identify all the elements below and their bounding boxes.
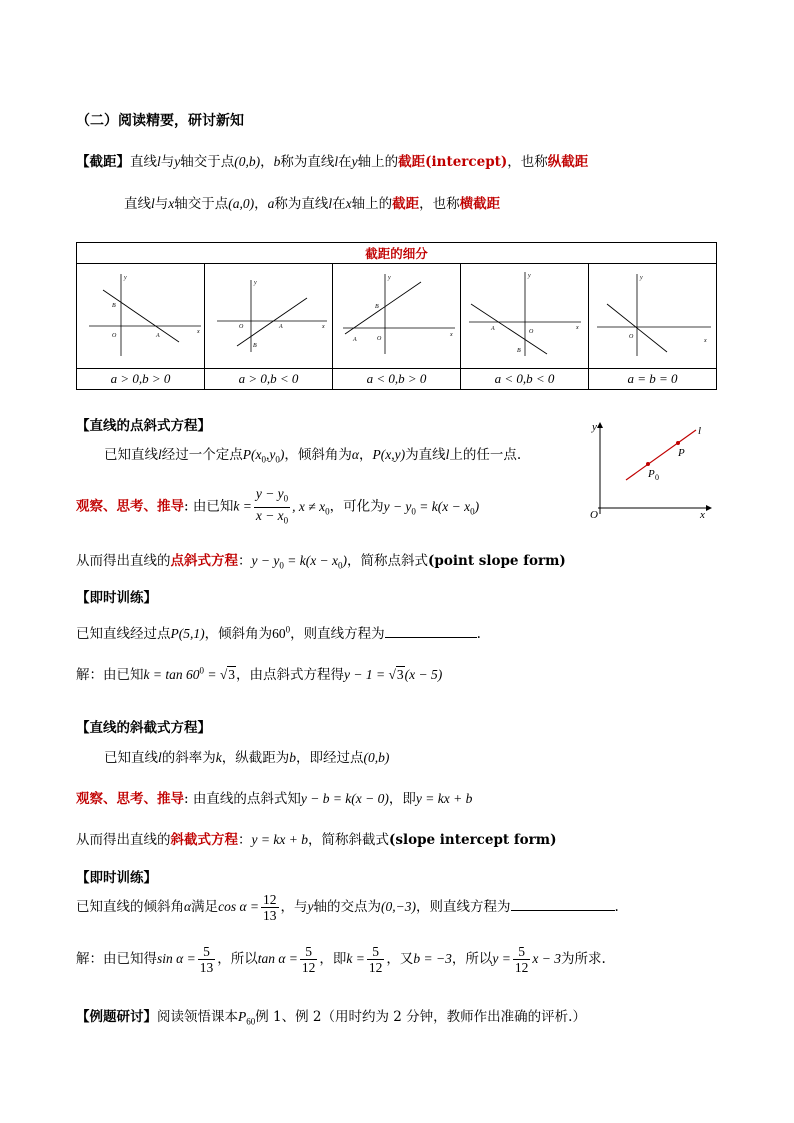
point: (a,0) bbox=[228, 196, 255, 211]
slope-intercept-derivation bbox=[76, 787, 472, 807]
var-l: l bbox=[157, 154, 161, 169]
text: ，则直线方程为 bbox=[416, 899, 511, 915]
point: (0,−3) bbox=[381, 899, 417, 914]
condition-1: a > 0,b > 0 bbox=[77, 369, 205, 390]
practice-2-question bbox=[76, 892, 619, 923]
text: ，又 bbox=[386, 951, 414, 967]
var-b: b = −3 bbox=[413, 951, 452, 966]
any-point: P(x,y) bbox=[372, 447, 406, 462]
var-l: l bbox=[158, 447, 162, 462]
graph-cell-2 bbox=[205, 264, 333, 369]
text: 的斜率为 bbox=[161, 750, 216, 766]
text: 解：由已知得 bbox=[76, 951, 157, 967]
text: 为直线 bbox=[405, 447, 446, 463]
svg-text:y: y bbox=[387, 275, 391, 281]
var-x: x bbox=[168, 196, 175, 211]
text: ，简称斜截式 bbox=[307, 832, 389, 848]
text: 轴交于点 bbox=[180, 154, 235, 170]
svg-text:B: B bbox=[111, 303, 116, 309]
page-ref: $P_{60}$ bbox=[238, 1009, 256, 1027]
condition-2: a > 0,b < 0 bbox=[205, 369, 333, 390]
text: ： bbox=[238, 553, 252, 569]
practice-2-tag: 【即时训练】 bbox=[76, 870, 157, 886]
observe-label: 观察、思考、推导 bbox=[76, 498, 184, 515]
var-l: l bbox=[158, 750, 162, 765]
equation: y − 1 = √3(x − 5) bbox=[344, 667, 443, 682]
text: ， bbox=[254, 196, 268, 212]
slope-fraction: $\frac{y - y_0}{x - x_0}$ bbox=[255, 486, 289, 526]
svg-text:x: x bbox=[196, 329, 200, 335]
svg-text:x: x bbox=[449, 332, 453, 338]
svg-text:A: A bbox=[490, 326, 495, 332]
graph-cell-5 bbox=[589, 264, 717, 369]
svg-text:x: x bbox=[575, 325, 579, 331]
intercept-table bbox=[76, 242, 717, 390]
equation: $y - y_0 = k(x - x_0)$ bbox=[251, 553, 348, 571]
text: ，与 bbox=[280, 899, 308, 915]
fixed-point: $P(x_0,y_0)$ bbox=[242, 447, 285, 465]
text: 已知直线 bbox=[104, 750, 158, 766]
answer-blank[interactable] bbox=[385, 636, 477, 638]
practice-1-answer bbox=[76, 663, 442, 683]
text: 为所求. bbox=[560, 951, 606, 967]
intercept-term: 截距(intercept) bbox=[398, 154, 508, 170]
svg-text:O: O bbox=[111, 333, 116, 339]
var-l: l bbox=[334, 154, 339, 169]
formula: $k = \tan 60^0 = √3$ bbox=[143, 665, 236, 682]
text: ，所以 bbox=[217, 951, 258, 967]
text: 轴上的 bbox=[351, 196, 393, 212]
svg-text:B: B bbox=[516, 348, 521, 354]
text: ，纵截距为 bbox=[221, 750, 290, 766]
text: 已知直线的倾斜角 bbox=[76, 899, 184, 915]
text: 与 bbox=[160, 154, 175, 170]
fraction: $\frac{5}{12}$ bbox=[368, 944, 383, 975]
graph-1 bbox=[79, 264, 203, 364]
text: : 由直线的点斜式知 bbox=[184, 791, 301, 807]
text: 称为直线 bbox=[274, 196, 329, 212]
var-k: k bbox=[215, 750, 222, 765]
text: ，倾斜角为 bbox=[204, 626, 273, 642]
intercept-tag: 【截距】 bbox=[76, 154, 130, 170]
point-slope-tag: 【直线的点斜式方程】 bbox=[76, 418, 211, 434]
text: 解：由已知 bbox=[76, 667, 144, 683]
practice-1-tag: 【即时训练】 bbox=[76, 590, 157, 606]
graph-cell-3 bbox=[333, 264, 461, 369]
var-l: l bbox=[328, 196, 333, 211]
var-alpha: α bbox=[184, 899, 192, 914]
svg-text:A: A bbox=[352, 337, 357, 343]
text: ， bbox=[358, 447, 373, 463]
svg-text:x: x bbox=[321, 324, 325, 330]
text: 从而得出直线的 bbox=[76, 832, 171, 848]
condition-4: a < 0,b < 0 bbox=[461, 369, 589, 390]
point-slope-conclusion bbox=[76, 549, 566, 571]
text: ，即经过点 bbox=[296, 750, 364, 766]
section-title: （二）阅读精要，研讨新知 bbox=[76, 113, 244, 129]
svg-text:y: y bbox=[253, 280, 257, 286]
svg-text:A: A bbox=[278, 324, 283, 330]
text: 阅读领悟课本 bbox=[157, 1009, 238, 1025]
var-alpha: α bbox=[351, 447, 359, 462]
graph-cell-4 bbox=[461, 264, 589, 369]
fraction: $\frac{5}{13}$ bbox=[199, 944, 214, 975]
slope-intercept-tag: 【直线的斜截式方程】 bbox=[76, 720, 211, 736]
condition-5: a = b = 0 bbox=[589, 369, 717, 390]
var-y: y bbox=[307, 899, 314, 914]
slope-intercept-given bbox=[104, 746, 389, 766]
point-slope-figure bbox=[584, 418, 714, 520]
text: ，也称 bbox=[419, 196, 460, 212]
text: 轴上的 bbox=[357, 154, 399, 170]
equation-tail: x − 3 bbox=[532, 951, 561, 966]
text: ，所以 bbox=[451, 951, 493, 967]
example-line bbox=[76, 1005, 586, 1027]
observe-label: 观察、思考、推导 bbox=[76, 791, 184, 807]
tan-alpha: tan α = bbox=[257, 951, 298, 966]
intercept-line-1 bbox=[76, 150, 588, 170]
svg-text:x: x bbox=[700, 509, 705, 520]
condition-3: a < 0,b > 0 bbox=[333, 369, 461, 390]
var-a: a bbox=[267, 196, 275, 211]
svg-text:y: y bbox=[639, 275, 643, 281]
svg-text:x: x bbox=[703, 338, 707, 344]
text: : 由已知 bbox=[184, 498, 234, 515]
text: ，则直线方程为 bbox=[290, 626, 385, 642]
point-slope-derivation bbox=[76, 486, 479, 528]
text: ，倾斜角为 bbox=[284, 447, 352, 463]
svg-text:l: l bbox=[698, 425, 702, 437]
text: ，即 bbox=[388, 791, 416, 807]
var-l: l bbox=[151, 196, 155, 211]
slope-intercept-term: 斜截式方程 bbox=[170, 832, 238, 848]
svg-text:A: A bbox=[155, 333, 160, 339]
text: 直线 bbox=[124, 196, 151, 212]
text: 直线 bbox=[130, 154, 157, 170]
text: 轴交于点 bbox=[174, 196, 229, 212]
text: ，也称 bbox=[507, 154, 548, 170]
example-tag: 【例题研讨】 bbox=[76, 1009, 157, 1025]
var-l: l bbox=[445, 447, 450, 462]
text: 在 bbox=[332, 196, 346, 212]
answer-blank[interactable] bbox=[511, 909, 615, 911]
text: ，由点斜式方程得 bbox=[236, 667, 345, 683]
text: 例 1、例 2（用时约为 2 分钟，教师作出准确的评析.） bbox=[255, 1009, 586, 1025]
text: 称为直线 bbox=[280, 154, 335, 170]
svg-text:O: O bbox=[628, 334, 633, 340]
fraction: $\frac{5}{12}$ bbox=[514, 944, 529, 975]
slope-intercept-conclusion bbox=[76, 828, 556, 848]
svg-text:O: O bbox=[238, 324, 243, 330]
text: ，简称点斜式 bbox=[347, 553, 429, 569]
var-b: b bbox=[289, 750, 297, 765]
intercept-line-2 bbox=[124, 192, 500, 212]
practice-1-question bbox=[76, 622, 481, 642]
angle: $60^0$ bbox=[272, 624, 291, 641]
text: . bbox=[614, 899, 619, 915]
text: 从而得出直线的 bbox=[76, 553, 171, 569]
equation: y = kx + b bbox=[251, 832, 308, 847]
condition: , $x \ne x_0$ bbox=[292, 498, 330, 517]
fraction: $\frac{12}{13}$ bbox=[263, 892, 277, 923]
text: 经过一个定点 bbox=[161, 447, 243, 463]
var-y: y bbox=[174, 154, 181, 169]
var-b: b bbox=[273, 154, 281, 169]
text: ， bbox=[260, 154, 274, 170]
svg-text:B: B bbox=[374, 304, 379, 310]
text: 轴的交点为 bbox=[313, 899, 382, 915]
graph-5 bbox=[591, 264, 715, 364]
slope-k: k = bbox=[233, 498, 252, 514]
english-name: (slope intercept form) bbox=[388, 832, 557, 848]
fraction: $\frac{5}{12}$ bbox=[301, 944, 316, 975]
x-intercept-term: 横截距 bbox=[459, 196, 501, 212]
svg-text:y: y bbox=[592, 421, 597, 433]
graph-cell-1 bbox=[77, 264, 205, 369]
var-x: x bbox=[345, 196, 352, 211]
text: ，即 bbox=[319, 951, 347, 967]
var-y: y = bbox=[492, 951, 511, 966]
text: ，可化为 bbox=[329, 498, 384, 515]
svg-text:O: O bbox=[528, 329, 533, 335]
svg-text:y: y bbox=[123, 275, 127, 281]
svg-text:O: O bbox=[590, 509, 598, 520]
point-slope-given bbox=[104, 443, 521, 465]
svg-text:P: P bbox=[678, 447, 685, 459]
point: P(5,1) bbox=[170, 626, 205, 641]
table-title: 截距的细分 bbox=[77, 243, 717, 264]
sin-alpha: sin α = bbox=[157, 951, 196, 966]
text: 已知直线 bbox=[104, 447, 158, 463]
text: 已知直线经过点 bbox=[76, 626, 171, 642]
svg-text:B: B bbox=[252, 343, 257, 349]
svg-text:0: 0 bbox=[655, 473, 659, 482]
var-y: y bbox=[351, 154, 358, 169]
svg-text:y: y bbox=[527, 273, 531, 279]
text: . bbox=[476, 626, 481, 642]
equation: y − b = k(x − 0) bbox=[300, 791, 389, 806]
point: (0,b) bbox=[363, 750, 390, 765]
graph-3 bbox=[335, 264, 459, 364]
english-name: (point slope form) bbox=[428, 553, 566, 569]
text: 上的任一点. bbox=[449, 447, 522, 463]
y-intercept-term: 纵截距 bbox=[547, 154, 589, 170]
text: 满足 bbox=[191, 899, 219, 915]
equation: y = kx + b bbox=[415, 791, 473, 806]
point: (0,b) bbox=[234, 154, 261, 169]
intercept-term: 截距 bbox=[392, 196, 420, 212]
equation: $y - y_0 = k(x - x_0)$ bbox=[383, 498, 480, 517]
graph-2 bbox=[207, 264, 331, 364]
var-k: k = bbox=[346, 951, 365, 966]
practice-2-answer bbox=[76, 944, 606, 975]
text: 与 bbox=[154, 196, 169, 212]
cos-alpha: cos α = bbox=[218, 899, 260, 914]
svg-text:O: O bbox=[376, 336, 381, 342]
text: ： bbox=[238, 832, 252, 848]
graph-4 bbox=[463, 264, 587, 364]
svg-text:P: P bbox=[648, 468, 655, 480]
point-slope-term: 点斜式方程 bbox=[170, 553, 238, 569]
text: 在 bbox=[338, 154, 352, 170]
